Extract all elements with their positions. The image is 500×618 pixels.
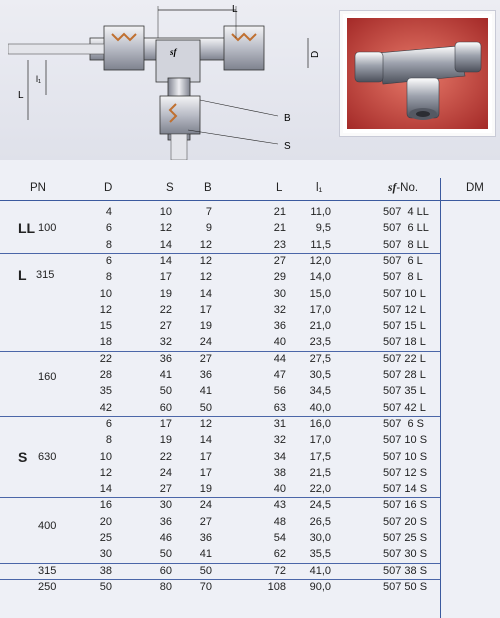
cell-l: 44 [273, 352, 286, 365]
cell-l: 27 [273, 254, 286, 267]
cell-l: 31 [273, 417, 286, 430]
cell-d: 30 [99, 548, 112, 561]
cell-s: 46 [159, 532, 172, 544]
cell-l1: 35,5 [309, 548, 331, 561]
cell-l1: 90,0 [309, 580, 331, 593]
fitting-dimensions-table [0, 178, 500, 618]
dm-column-divider [440, 178, 441, 618]
cell-part-number: 507 38 S [383, 564, 428, 577]
cell-s: 17 [159, 417, 172, 430]
cell-b: 12 [199, 271, 212, 284]
cell-d: 28 [99, 369, 112, 381]
cell-l: 40 [273, 336, 286, 349]
dim-l-label: L [232, 4, 238, 15]
cell-l: 47 [273, 369, 286, 381]
cell-d: 35 [99, 385, 112, 398]
cell-d: 18 [99, 336, 112, 349]
pn-160: 160 [38, 371, 57, 383]
label-b: B [284, 113, 291, 124]
cell-l1: 41,0 [309, 564, 331, 577]
cell-d: 42 [99, 401, 112, 414]
cell-s: 50 [159, 548, 172, 561]
cell-s: 22 [159, 450, 172, 463]
cell-d: 6 [105, 222, 112, 235]
group-separator [0, 497, 440, 498]
dim-l1-label: l₁ [36, 74, 42, 84]
cell-part-number: 507 8 LL [383, 238, 429, 251]
cell-l: 32 [273, 434, 286, 447]
cell-b: 12 [199, 254, 212, 267]
cell-part-number: 507 10 S [383, 434, 428, 447]
cell-l1: 40,0 [309, 401, 331, 414]
cell-b: 14 [199, 434, 212, 447]
cell-s: 19 [159, 287, 172, 300]
cell-b: 7 [205, 206, 212, 218]
right-nut [224, 26, 264, 70]
cell-d: 15 [99, 320, 112, 333]
cell-part-number: 507 10 L [383, 287, 426, 300]
cell-b: 27 [199, 515, 212, 528]
cell-part-number: 507 4 LL [383, 206, 429, 218]
cell-b: 17 [199, 450, 212, 463]
cell-part-number: 507 18 L [383, 336, 426, 349]
group-separator [0, 351, 440, 352]
cell-s: 80 [159, 580, 172, 593]
cell-part-number: 507 6 LL [383, 222, 429, 235]
cell-l: 21 [273, 206, 286, 218]
cell-d: 12 [99, 466, 112, 479]
cell-l1: 30,0 [309, 532, 331, 544]
cell-b: 12 [199, 238, 212, 251]
cell-d: 8 [105, 238, 112, 251]
cell-s: 50 [159, 385, 172, 398]
cell-l: 48 [273, 515, 286, 528]
group-separator [0, 579, 440, 580]
cell-s: 17 [159, 271, 172, 284]
cell-b: 24 [199, 336, 212, 349]
cell-l: 29 [273, 271, 286, 284]
cell-l1: 22,0 [309, 483, 331, 496]
cell-b: 14 [199, 287, 212, 300]
cell-l1: 15,0 [309, 287, 331, 300]
cell-part-number: 507 12 L [383, 303, 426, 316]
cell-l1: 17,5 [309, 450, 331, 463]
cell-part-number: 507 25 S [383, 532, 428, 544]
fitting-cross-section-drawing [8, 0, 328, 160]
cell-part-number: 507 6 S [383, 417, 424, 430]
cell-part-number: 507 30 S [383, 548, 428, 561]
cell-d: 8 [105, 271, 112, 284]
cell-d: 25 [99, 532, 112, 544]
cell-b: 41 [199, 385, 212, 398]
cell-s: 60 [159, 401, 172, 414]
cell-s: 60 [159, 564, 172, 577]
cell-s: 19 [159, 434, 172, 447]
cell-part-number: 507 22 L [383, 352, 426, 365]
cell-part-number: 507 10 S [383, 450, 428, 463]
cell-b: 36 [199, 532, 212, 544]
cell-b: 70 [199, 580, 212, 593]
cell-b: 12 [199, 417, 212, 430]
cell-l: 34 [273, 450, 286, 463]
cell-part-number: 507 14 S [383, 483, 428, 496]
cell-part-number: 507 16 S [383, 499, 428, 512]
pn-250: 250 [38, 580, 57, 593]
cell-b: 19 [199, 483, 212, 496]
cell-l1: 11,5 [310, 238, 331, 251]
cell-l: 43 [273, 499, 286, 512]
cell-b: 36 [199, 369, 212, 381]
group-separator [0, 563, 440, 564]
cell-b: 27 [199, 352, 212, 365]
cell-d: 20 [99, 515, 112, 528]
cell-b: 17 [199, 466, 212, 479]
cell-l: 30 [273, 287, 286, 300]
group-ll: LL [18, 220, 36, 237]
cell-l1: 23,5 [309, 336, 331, 349]
header-pn: PN [30, 182, 46, 194]
cell-l1: 21,5 [309, 466, 331, 479]
cell-s: 36 [159, 352, 172, 365]
product-photo-frame [339, 10, 496, 137]
pn-315b: 315 [38, 564, 57, 577]
cell-d: 10 [99, 287, 112, 300]
cell-d: 6 [105, 254, 112, 267]
cell-d: 10 [99, 450, 112, 463]
cell-d: 38 [99, 564, 112, 577]
cell-s: 41 [159, 369, 172, 381]
cell-l1: 17,0 [309, 434, 331, 447]
cell-b: 50 [199, 401, 212, 414]
cell-s: 10 [159, 206, 172, 218]
cell-d: 50 [99, 580, 112, 593]
cell-l1: 9,5 [315, 222, 331, 235]
cell-s: 27 [159, 320, 172, 333]
cell-l: 40 [273, 483, 286, 496]
cell-l1: 27,5 [309, 352, 331, 365]
cell-l1: 34,5 [309, 385, 331, 398]
header-l: L [276, 182, 283, 194]
cell-b: 17 [199, 303, 212, 316]
cell-l: 32 [273, 303, 286, 316]
cell-s: 14 [159, 254, 172, 267]
cell-l1: 11,0 [310, 206, 331, 218]
cell-part-number: 507 15 L [383, 320, 426, 333]
cell-s: 30 [159, 499, 172, 512]
cell-l1: 21,0 [309, 320, 331, 333]
header-d: D [104, 182, 113, 194]
cell-l1: 24,5 [309, 499, 331, 512]
cell-l1: 16,0 [309, 417, 331, 430]
cell-l: 62 [273, 548, 286, 561]
pn-100: 100 [38, 222, 57, 235]
dim-l-side-label: L [18, 90, 24, 101]
cell-l: 36 [273, 320, 286, 333]
cell-s: 14 [159, 238, 172, 251]
cell-s: 36 [159, 515, 172, 528]
product-photo [347, 18, 488, 129]
cell-d: 16 [99, 499, 112, 512]
pn-630: 630 [38, 450, 57, 463]
cell-b: 19 [199, 320, 212, 333]
sf-logo-text: sf [388, 182, 397, 194]
cell-part-number: 507 50 S [383, 580, 428, 593]
cell-d: 4 [105, 206, 112, 218]
cell-part-number: 507 35 L [383, 385, 426, 398]
cell-l: 54 [273, 532, 286, 544]
cell-l: 108 [267, 580, 286, 593]
cell-l1: 30,5 [309, 369, 331, 381]
cell-l: 23 [273, 238, 286, 251]
cell-part-number: 507 20 S [383, 515, 428, 528]
cell-s: 27 [159, 483, 172, 496]
cell-l1: 17,0 [309, 303, 331, 316]
header-rule [0, 200, 500, 201]
header-l1: l₁ [316, 182, 323, 194]
part-number-suffix: -No. [396, 182, 419, 194]
cell-d: 8 [105, 434, 112, 447]
header-s: S [166, 182, 174, 194]
cell-l: 38 [273, 466, 286, 479]
product-illustration-area [0, 0, 500, 160]
cell-d: 14 [99, 483, 112, 496]
pn-400: 400 [38, 519, 57, 532]
group-l: L [18, 267, 27, 284]
cell-l1: 26,5 [309, 515, 331, 528]
cell-part-number: 507 28 L [383, 369, 426, 381]
cell-part-number: 507 12 S [383, 466, 428, 479]
pn-315: 315 [36, 269, 55, 282]
cell-s: 32 [159, 336, 172, 349]
cell-s: 12 [159, 222, 172, 235]
cell-b: 24 [199, 499, 212, 512]
cell-b: 41 [199, 548, 212, 561]
cell-l: 63 [273, 401, 286, 414]
group-s: S [18, 448, 28, 465]
cell-d: 6 [105, 417, 112, 430]
header-b: B [204, 182, 212, 194]
cell-l1: 12,0 [309, 254, 331, 267]
group-separator [0, 416, 440, 417]
cell-d: 22 [99, 352, 112, 365]
cell-l: 72 [273, 564, 286, 577]
cell-l1: 14,0 [309, 271, 331, 284]
cell-b: 9 [205, 222, 212, 235]
cell-d: 12 [99, 303, 112, 316]
cell-part-number: 507 42 L [383, 401, 426, 414]
bottom-nut [160, 96, 200, 134]
body-logo: sf [170, 47, 177, 57]
left-nut [104, 26, 144, 70]
cell-part-number: 507 8 L [383, 271, 423, 284]
label-s: S [284, 141, 291, 152]
cell-l: 56 [273, 385, 286, 398]
group-separator [0, 253, 440, 254]
cell-b: 50 [199, 564, 212, 577]
cell-s: 24 [159, 466, 172, 479]
cell-l: 21 [273, 222, 286, 235]
header-part-number [388, 182, 418, 195]
dim-d-label: D [310, 50, 321, 58]
cell-s: 22 [159, 303, 172, 316]
header-dm: DM [466, 182, 484, 194]
cell-part-number: 507 6 L [383, 254, 423, 267]
